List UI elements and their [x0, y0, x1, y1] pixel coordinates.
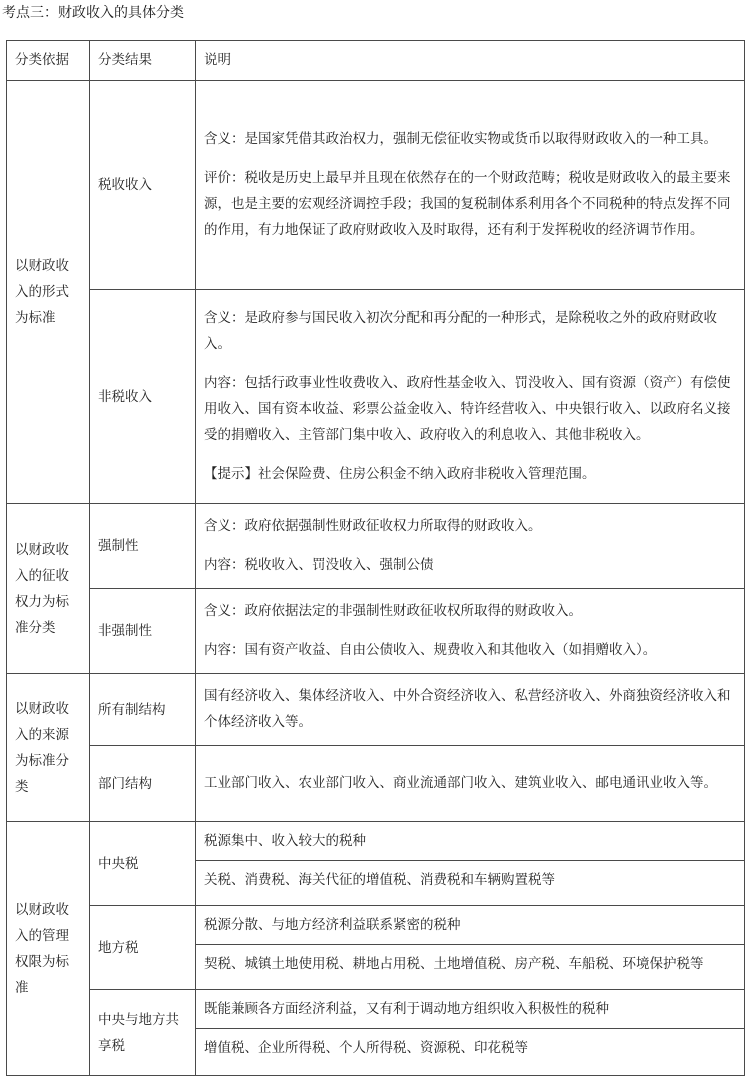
- description-line: 增值税、企业所得税、个人所得税、资源税、印花税等: [196, 1028, 744, 1067]
- result-cell: 税收收入: [90, 81, 196, 290]
- table-row: [7, 589, 745, 674]
- basis-cell: 以财政收入的征收权力为标准分类: [7, 504, 90, 674]
- description-cell: [196, 504, 745, 589]
- description-paragraph: 含义：政府依据强制性财政征收权力所取得的财政收入。: [204, 517, 542, 534]
- description-cell: [196, 990, 745, 1076]
- header-description: 说明: [196, 41, 745, 81]
- basis-cell: 以财政收入的形式为标准: [7, 81, 90, 504]
- description-paragraph: 内容：国有资产收益、自由公债收入、规费收入和其他收入（如捐赠收入）。: [204, 641, 657, 658]
- description-line: 契税、城镇土地使用税、耕地占用税、土地增值税、房产税、车船税、环境保护税等: [196, 944, 744, 983]
- description-paragraph: 国有经济收入、集体经济收入、中外合资经济收入、私营经济收入、外商独资经济收入和个体经济收入等。: [204, 687, 731, 730]
- table-header-row: [7, 41, 745, 81]
- table-row: [7, 290, 745, 504]
- header-result: 分类结果: [90, 41, 196, 81]
- basis-cell: 以财政收入的来源为标准分类: [7, 674, 90, 822]
- result-cell: 所有制结构: [90, 674, 196, 746]
- result-cell: 中央税: [90, 822, 196, 906]
- description-line: 既能兼顾各方面经济利益，又有利于调动地方组织收入积极性的税种: [204, 1001, 609, 1017]
- result-cell: 部门结构: [90, 746, 196, 822]
- table-row: [7, 906, 745, 990]
- description-cell: [196, 290, 745, 504]
- description-cell: [196, 589, 745, 674]
- table-row: [7, 746, 745, 822]
- result-cell: 非税收入: [90, 290, 196, 504]
- description-paragraph: 工业部门收入、农业部门收入、商业流通部门收入、建筑业收入、邮电通讯业收入等。: [204, 774, 717, 791]
- description-paragraph: 评价：税收是历史上最早并且现在依然存在的一个财政范畴；税收是财政收入的最主要来源，也是主要的宏观经济调控手段；我国的复税制体系利用各个不同税种的特点发挥不同的作用，有力地保证了政府财政收入及时取得，还有利于发挥税收的经济调节作用。: [204, 169, 731, 238]
- description-cell: [196, 674, 745, 746]
- description-cell: [196, 822, 745, 906]
- table-row: [7, 990, 745, 1076]
- section-title: 考点三：财政收入的具体分类: [2, 5, 184, 21]
- revenue-classification-table: [6, 40, 745, 1076]
- table-row: [7, 81, 745, 290]
- description-paragraph: 含义：是政府参与国民收入初次分配和再分配的一种形式，是除税收之外的政府财政收入。: [204, 309, 717, 352]
- result-cell: 非强制性: [90, 589, 196, 674]
- description-note: 【提示】社会保险费、住房公积金不纳入政府非税收入管理范围。: [204, 465, 596, 482]
- result-cell: 强制性: [90, 504, 196, 589]
- description-cell: [196, 81, 745, 290]
- header-basis: 分类依据: [7, 41, 90, 81]
- description-line: 关税、消费税、海关代征的增值税、消费税和车辆购置税等: [196, 860, 744, 899]
- table-row: [7, 504, 745, 589]
- result-cell: 中央与地方共享税: [90, 990, 196, 1076]
- description-cell: [196, 906, 745, 990]
- description-paragraph: 含义：政府依据法定的非强制性财政征收权所取得的财政收入。: [204, 602, 582, 619]
- basis-cell: 以财政收入的管理权限为标准: [7, 822, 90, 1076]
- table-row: [7, 822, 745, 906]
- description-line: 税源集中、收入较大的税种: [204, 833, 366, 849]
- table-row: [7, 674, 745, 746]
- description-line: 税源分散、与地方经济利益联系紧密的税种: [204, 917, 461, 933]
- result-cell: 地方税: [90, 906, 196, 990]
- description-paragraph: 内容：税收收入、罚没收入、强制公债: [204, 556, 434, 573]
- description-paragraph: 内容：包括行政事业性收费收入、政府性基金收入、罚没收入、国有资源（资产）有偿使用收入、国有资本收益、彩票公益金收入、特许经营收入、中央银行收入、以政府名义接受的捐赠收入、主管部门集中收入、政府收入的利息收入、其他非税收入。: [204, 374, 731, 443]
- description-paragraph: 含义：是国家凭借其政治权力，强制无偿征收实物或货币以取得财政收入的一种工具。: [204, 130, 717, 147]
- description-cell: [196, 746, 745, 822]
